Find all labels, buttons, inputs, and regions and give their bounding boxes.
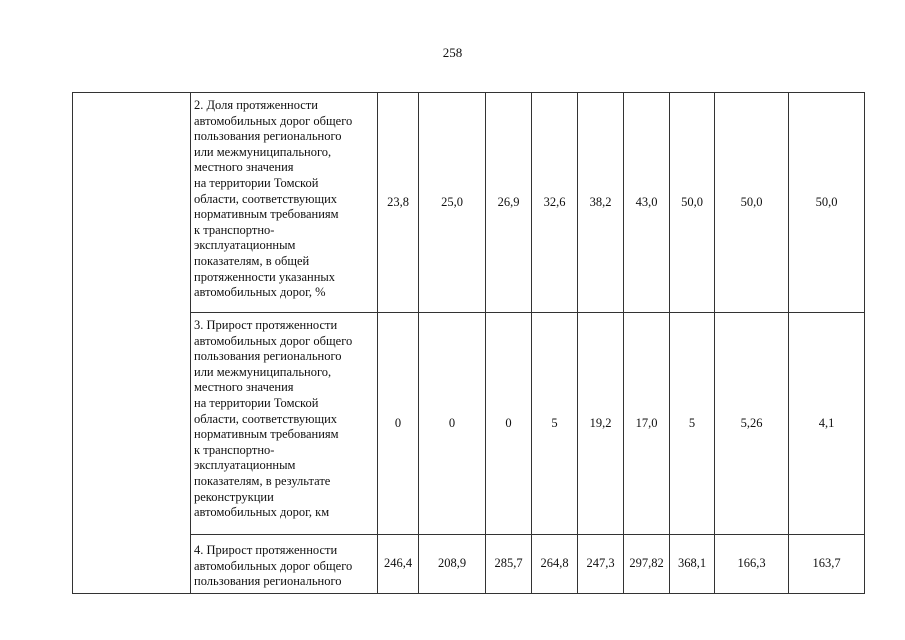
indicator-name-line: автомобильных дорог, км: [194, 505, 330, 520]
indicator-name-line: 2. Доля протяженности: [194, 98, 318, 112]
indicator-name-line: пользования регионального: [194, 574, 342, 589]
indicator-name-line: протяженности указанных: [194, 269, 336, 284]
indicator-name-line: автомобильных дорог общего: [194, 558, 353, 573]
table-row: [73, 535, 865, 594]
indicator-value-cell: 246,4: [378, 535, 419, 594]
indicator-name-line: автомобильных дорог общего: [194, 113, 353, 128]
indicator-name-line: к транспортно-: [194, 442, 275, 457]
indicator-name-line: показателям, в результате: [194, 473, 331, 488]
page-number: 258: [442, 45, 463, 60]
indicator-value-cell: 297,82: [624, 535, 670, 594]
blank-goal-cell: [73, 93, 191, 594]
indicator-value-cell: 50,0: [789, 93, 865, 313]
indicator-value-cell: 32,6: [532, 93, 578, 313]
indicator-value-cell: 38,2: [578, 93, 624, 313]
indicator-name-line: на территории Томской: [194, 175, 319, 190]
indicator-value-cell: 43,0: [624, 93, 670, 313]
indicator-value-cell: 247,3: [578, 535, 624, 594]
indicator-name-line: эксплуатационным: [194, 458, 296, 473]
indicator-name-line: нормативным требованиям: [194, 207, 339, 222]
indicator-name-line: к транспортно-: [194, 222, 275, 237]
indicator-name-line: местного значения: [194, 380, 294, 395]
indicator-value-cell: 163,7: [789, 535, 865, 594]
indicator-name-line: на территории Томской: [194, 395, 319, 410]
indicator-name-line: нормативным требованиям: [194, 427, 339, 442]
indicator-name-line: области, соответствующих: [194, 411, 338, 426]
indicator-name-cell: [191, 93, 378, 313]
indicator-name-cell: [191, 313, 378, 535]
indicator-name-line: эксплуатационным: [194, 238, 296, 253]
indicator-name-line: области, соответствующих: [194, 191, 338, 206]
indicator-value-cell: 19,2: [578, 313, 624, 535]
indicator-value-cell: 25,0: [419, 93, 486, 313]
indicator-name-cell: [191, 535, 378, 594]
indicator-value-cell: 0: [419, 313, 486, 535]
indicator-value-cell: 17,0: [624, 313, 670, 535]
indicator-name-line: показателям, в общей: [194, 253, 310, 268]
indicator-value-cell: 166,3: [715, 535, 789, 594]
indicator-name-line: местного значения: [194, 160, 294, 175]
indicator-name-line: пользования регионального: [194, 349, 342, 364]
indicator-value-cell: 50,0: [715, 93, 789, 313]
indicator-value-cell: 0: [486, 313, 532, 535]
indicator-value-cell: 26,9: [486, 93, 532, 313]
indicator-value-cell: 285,7: [486, 535, 532, 594]
indicator-value-cell: 23,8: [378, 93, 419, 313]
indicator-name-line: реконструкции: [194, 489, 274, 504]
indicator-value-cell: 4,1: [789, 313, 865, 535]
indicator-name-line: или межмуниципального,: [194, 364, 332, 379]
indicator-value-cell: 5: [532, 313, 578, 535]
table-row: [73, 313, 865, 535]
indicator-name-line: 3. Прирост протяженности: [194, 318, 338, 332]
indicator-value-cell: 264,8: [532, 535, 578, 594]
table-row: [73, 93, 865, 313]
indicator-value-cell: 50,0: [670, 93, 715, 313]
indicator-value-cell: 0: [378, 313, 419, 535]
indicator-table: [72, 92, 865, 594]
indicator-value-cell: 5: [670, 313, 715, 535]
indicator-name-line: пользования регионального: [194, 129, 342, 144]
indicator-name-line: автомобильных дорог, %: [194, 285, 326, 300]
indicator-value-cell: 5,26: [715, 313, 789, 535]
indicator-name-line: автомобильных дорог общего: [194, 333, 353, 348]
indicator-name-line: или межмуниципального,: [194, 144, 332, 159]
indicator-value-cell: 368,1: [670, 535, 715, 594]
indicator-name-line: 4. Прирост протяженности: [194, 543, 338, 557]
indicator-value-cell: 208,9: [419, 535, 486, 594]
